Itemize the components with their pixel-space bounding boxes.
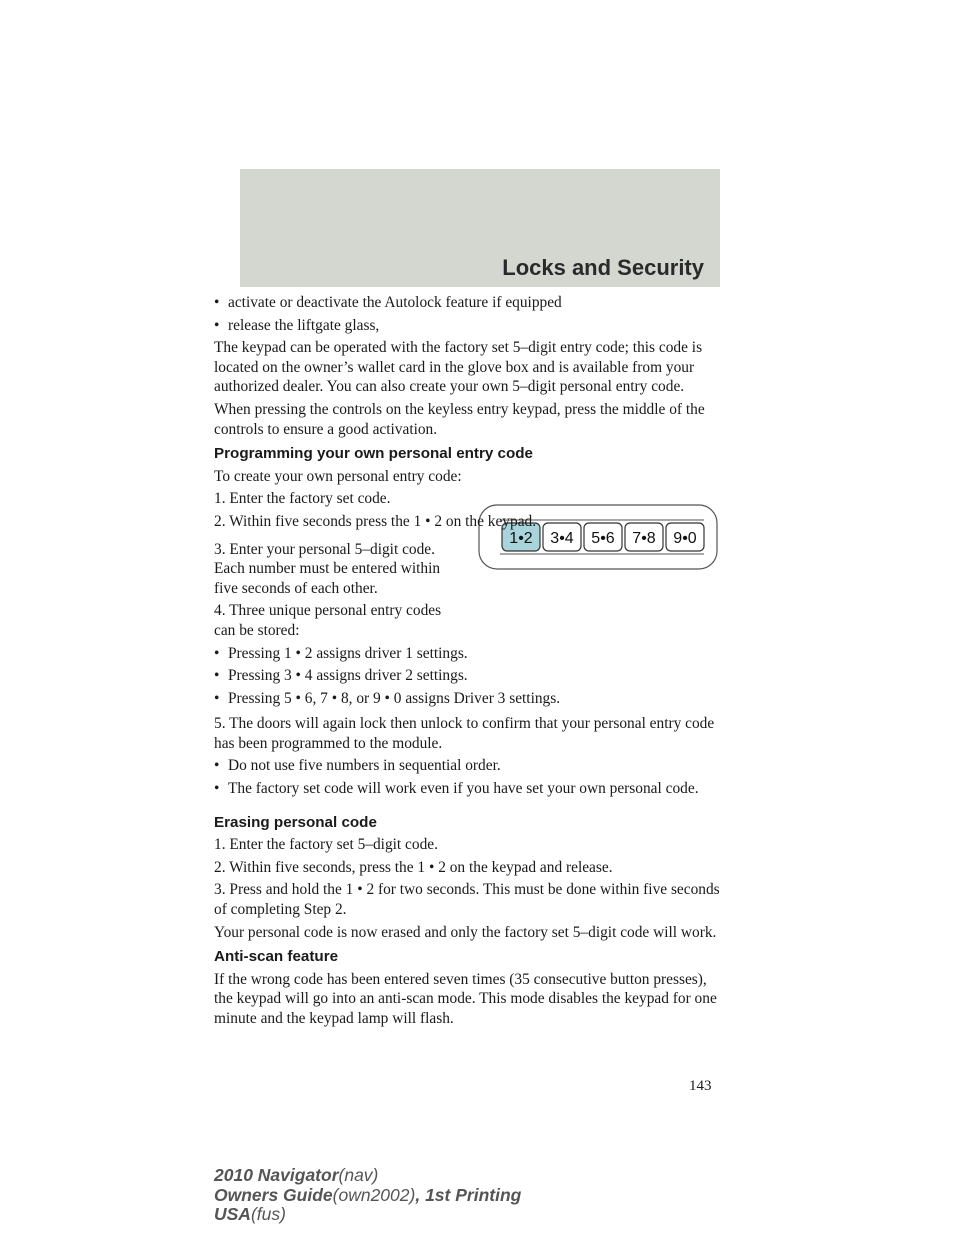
programming-step-5: 5. The doors will again lock then unlock to confirm that your personal entry code has been programmed to the module. (214, 715, 715, 752)
list-item: • Pressing 3 • 4 assigns driver 2 settings. (214, 666, 722, 686)
antiscan-text: If the wrong code has been entered seven times (35 consecutive button presses), the keypad will go into an anti-scan mode. This mode disables the keypad for one minute and the keypad lamp will flash. (214, 970, 717, 1027)
heading-antiscan: Anti-scan feature (214, 948, 339, 966)
print-footer (214, 1166, 521, 1225)
list-item: • The factory set code will work even if you have set your own personal code. (214, 779, 722, 799)
keypad-button-label: 5•6 (591, 530, 615, 547)
programming-step-4: 4. Three unique personal entry codes can be stored: (214, 602, 442, 639)
programming-step-2: 2. Within five seconds press the 1 • 2 on the keypad. (214, 512, 537, 530)
list-item: • Pressing 5 • 6, 7 • 8, or 9 • 0 assigns Driver 3 settings. (214, 689, 722, 709)
keypad-button-label: 7•8 (632, 530, 656, 547)
programming-step-1: 1. Enter the factory set code. (214, 490, 391, 508)
heading-programming: Programming your own personal entry code (214, 445, 533, 463)
footer-guide: Owners Guide (214, 1184, 333, 1205)
keypad-button-label: 9•0 (673, 530, 697, 547)
footer-model: 2010 Navigator (214, 1165, 339, 1185)
list-item: • activate or deactivate the Autolock feature if equipped (214, 293, 722, 313)
footer-market: USA (214, 1204, 251, 1224)
paragraph-keypad-code: The keypad can be operated with the factory set 5–digit entry code; this code is located on the owner’s wallet card in the glove box and is available from your authorized dealer. You can also create your own 5–digit personal entry code. (214, 339, 703, 396)
list-item: • Pressing 1 • 2 assigns driver 1 settings. (214, 644, 722, 664)
keypad-button-label: 1•2 (509, 530, 533, 547)
list-item: • Do not use five numbers in sequential order. (214, 756, 722, 776)
keypad-button-label: 3•4 (550, 530, 574, 547)
footer-guide-code: (own2002) (332, 1184, 416, 1205)
footer-printing: , 1st Printing (415, 1184, 522, 1205)
section-title: Locks and Security (502, 255, 704, 280)
erasing-result: Your personal code is now erased and only the factory set 5–digit code will work. (214, 923, 717, 941)
programming-step-3: 3. Enter your personal 5–digit code. Each number must be entered within five seconds of each other. (214, 540, 441, 597)
erasing-step-2: 2. Within five seconds, press the 1 • 2 on the keypad and release. (214, 858, 613, 876)
paragraph-pressing: When pressing the controls on the keyless entry keypad, press the middle of the controls to ensure a good activation. (214, 400, 705, 438)
heading-erasing: Erasing personal code (214, 813, 377, 831)
erasing-step-3: 3. Press and hold the 1 • 2 for two seconds. This must be done within five seconds of completing Step 2. (214, 881, 720, 919)
programming-intro: To create your own personal entry code: (214, 467, 462, 485)
footer-market-code: (fus) (250, 1204, 286, 1224)
section-header-band (240, 169, 720, 287)
erasing-step-1: 1. Enter the factory set 5–digit code. (214, 836, 438, 854)
page-content (214, 293, 722, 1032)
list-item: • release the liftgate glass, (214, 316, 722, 336)
footer-model-code: (nav) (338, 1165, 379, 1185)
page-number: 143 (689, 1078, 712, 1094)
